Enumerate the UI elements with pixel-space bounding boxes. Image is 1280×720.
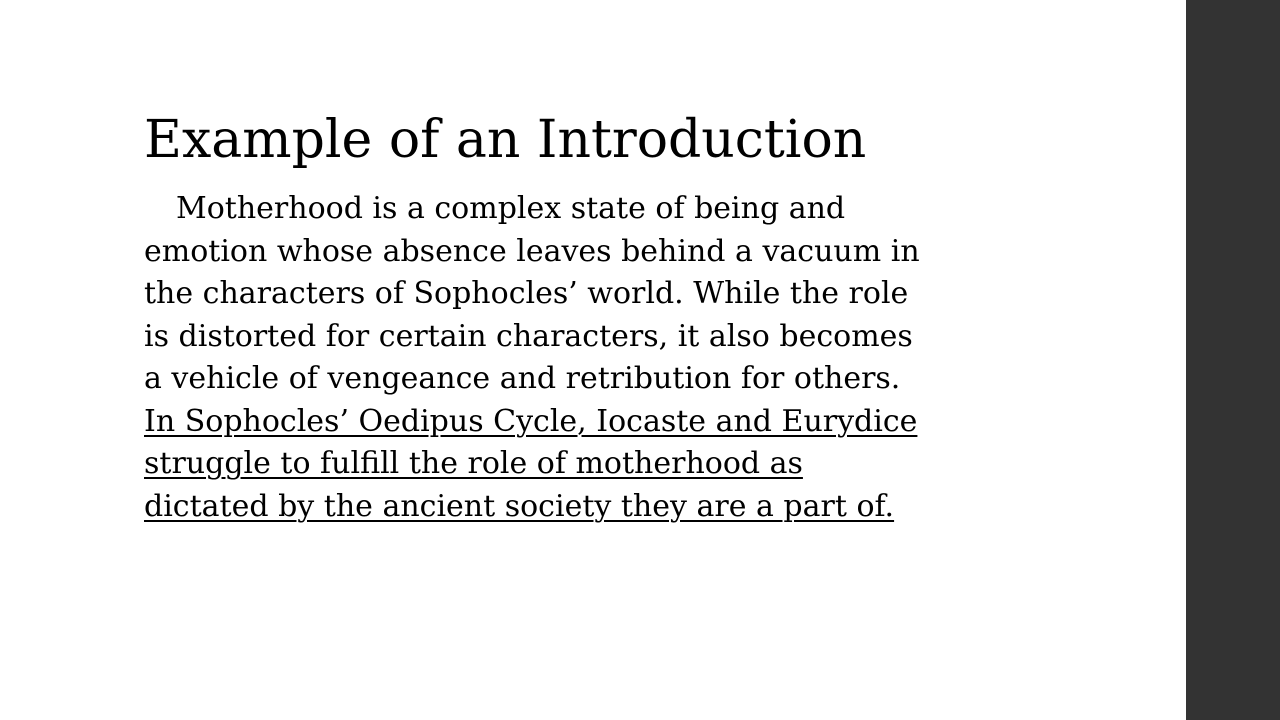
- slide-title: Example of an Introduction: [144, 110, 867, 170]
- intro-paragraph: [144, 188, 1044, 528]
- thesis-line: dictated by the ancient society they are a part of.: [144, 488, 895, 524]
- side-accent-bar: [1186, 0, 1280, 720]
- slide-content: [144, 98, 1044, 528]
- paragraph-line: emotion whose absence leaves behind a vacuum in: [144, 233, 920, 269]
- paragraph-line: Motherhood is a complex state of being and: [176, 191, 846, 226]
- paragraph-line: a vehicle of vengeance and retribution for others.: [144, 361, 901, 396]
- thesis-line: In Sophocles’ Oedipus Cycle, Iocaste and Eurydice: [144, 403, 918, 439]
- paragraph-line: is distorted for certain characters, it also becomes: [144, 318, 913, 354]
- paragraph-line: the characters of Sophocles’ world. While the role: [144, 276, 909, 311]
- thesis-line: struggle to fulfill the role of motherhood as: [144, 446, 803, 481]
